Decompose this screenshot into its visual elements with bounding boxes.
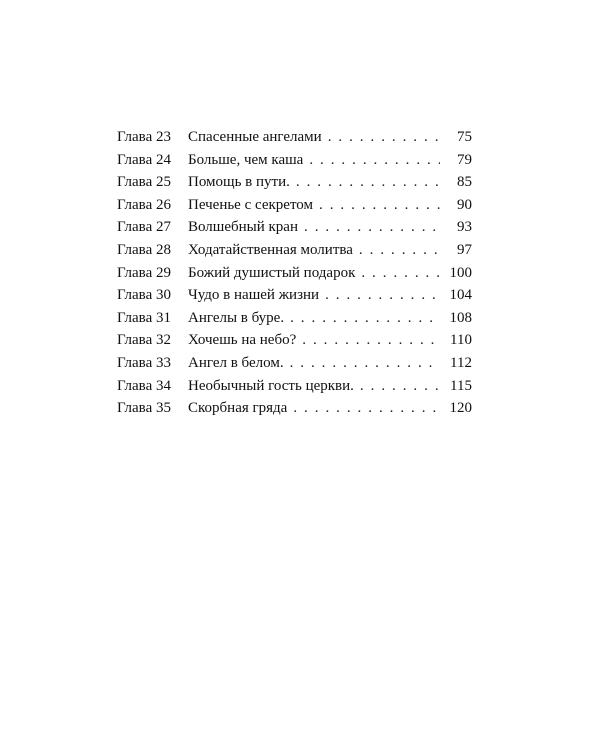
toc-entry — [117, 352, 472, 375]
chapter-number: Глава 25 — [117, 174, 171, 191]
dot-leader — [288, 352, 440, 375]
chapter-title: Больше, чем каша — [188, 151, 304, 168]
page-number: 115 — [450, 377, 472, 394]
dot-leader — [291, 397, 440, 420]
chapter-number: Глава 35 — [117, 400, 171, 417]
chapter-title: Помощь в пути. — [188, 174, 290, 191]
dot-leader — [302, 216, 440, 239]
chapter-title: Спасенные ангелами — [188, 129, 322, 145]
dot-leader — [307, 149, 440, 172]
page-number: 120 — [449, 400, 472, 417]
chapter-number: Глава 31 — [117, 309, 171, 326]
dot-leader — [288, 307, 440, 330]
page-number: 75 — [457, 129, 472, 145]
chapter-title: Хочешь на небо? — [188, 332, 297, 349]
chapter-title: Ангел в белом. — [188, 354, 284, 371]
chapter-number: Глава 26 — [117, 196, 171, 213]
chapter-title: Божий душистый подарок — [188, 264, 356, 281]
dot-leader — [357, 239, 440, 262]
toc-entry — [117, 397, 472, 420]
chapter-title: Скорбная гряда — [188, 400, 288, 417]
page-number: 100 — [449, 264, 472, 281]
page-number: 85 — [457, 174, 472, 191]
toc-entry — [117, 171, 472, 194]
dot-leader — [300, 329, 440, 352]
chapter-number: Глава 30 — [117, 287, 171, 304]
dot-leader — [294, 171, 440, 194]
chapter-number: Глава 34 — [117, 377, 171, 394]
chapter-title: Ходатайственная молитва — [188, 241, 353, 258]
page-number: 110 — [450, 332, 472, 349]
table-of-contents — [117, 126, 472, 420]
page-number: 97 — [457, 241, 472, 258]
page-number: 108 — [449, 309, 472, 326]
toc-entry — [117, 126, 472, 149]
chapter-title: Необычный гость церкви. — [188, 377, 354, 394]
toc-entry — [117, 239, 472, 262]
toc-entry — [117, 149, 472, 172]
chapter-title: Печенье с секретом — [188, 196, 314, 213]
toc-entry — [117, 307, 472, 330]
chapter-title: Волшебный кран — [188, 219, 298, 236]
toc-entry — [117, 262, 472, 285]
dot-leader — [323, 284, 440, 307]
toc-entry — [117, 284, 472, 307]
page-number: 93 — [457, 219, 472, 236]
dot-leader — [317, 194, 440, 217]
chapter-number: Глава 32 — [117, 332, 171, 349]
toc-entry — [117, 194, 472, 217]
toc-entry — [117, 216, 472, 239]
page-number: 104 — [449, 287, 472, 304]
page-number: 90 — [457, 196, 472, 213]
chapter-number: Глава 27 — [117, 219, 171, 236]
toc-entry — [117, 329, 472, 352]
chapter-title: Ангелы в буре. — [188, 309, 285, 326]
chapter-number: Глава 28 — [117, 241, 171, 258]
dot-leader — [359, 262, 440, 285]
toc-entry — [117, 375, 472, 398]
chapter-number: Глава 24 — [117, 151, 171, 168]
page-number: 112 — [450, 354, 472, 371]
chapter-number: Глава 33 — [117, 354, 171, 371]
dot-leader — [326, 126, 440, 149]
page-number: 79 — [457, 151, 472, 168]
chapter-number: Глава 23 — [117, 129, 171, 145]
chapter-number: Глава 29 — [117, 264, 171, 281]
dot-leader — [358, 375, 440, 398]
chapter-title: Чудо в нашей жизни — [188, 287, 320, 304]
